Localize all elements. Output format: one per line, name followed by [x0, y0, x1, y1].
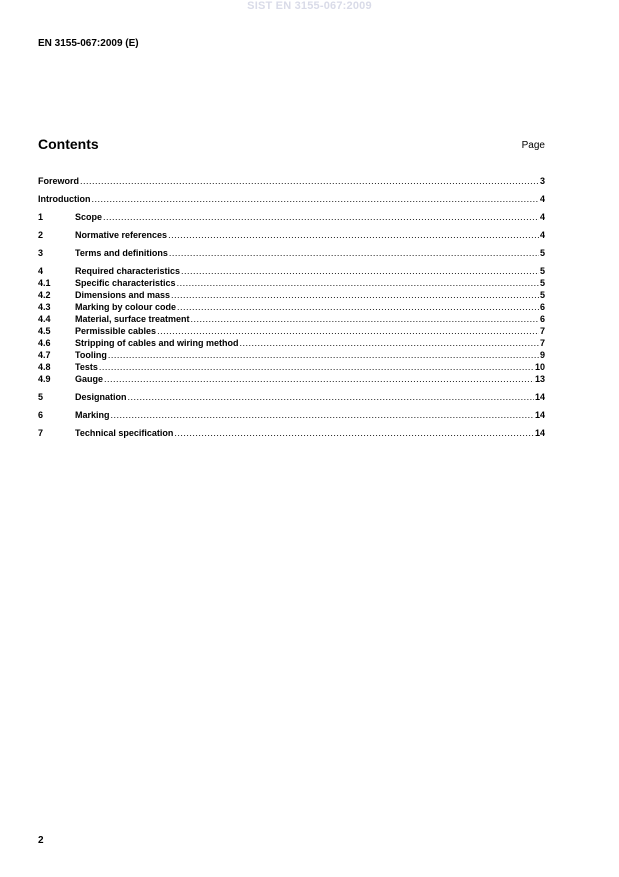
toc-entry-number: 4.6: [38, 338, 51, 348]
toc-entry-page: 6: [539, 314, 545, 324]
toc-entry-title: Designation: [75, 392, 127, 402]
toc-entry-page: 4: [539, 194, 545, 204]
toc-dot-leader: [128, 391, 534, 403]
toc-dot-leader: [157, 325, 539, 337]
toc-entry-number: 4.1: [38, 278, 51, 288]
toc-entry-number: 4.4: [38, 314, 51, 324]
toc-entry-title: Foreword: [38, 176, 80, 186]
toc-entry-title: Technical specification: [75, 428, 174, 438]
toc-entry[interactable]: [38, 373, 545, 385]
toc-dot-leader: [111, 409, 534, 421]
toc-dot-leader: [177, 301, 539, 313]
toc-entry[interactable]: [38, 409, 545, 421]
toc-dot-leader: [191, 313, 539, 325]
toc-entry-title: Specific characteristics: [75, 278, 176, 288]
toc-entry-number: 4.3: [38, 302, 51, 312]
toc-entry[interactable]: [38, 211, 545, 223]
toc-entry-number: 4.8: [38, 362, 51, 372]
toc-entry-title: Permissible cables: [75, 326, 157, 336]
toc-entry-page: 3: [539, 176, 545, 186]
toc-entry-title: Gauge: [75, 374, 104, 384]
toc-entry[interactable]: [38, 193, 545, 205]
toc-entry[interactable]: [38, 325, 545, 337]
toc-entry-page: 4: [539, 230, 545, 240]
toc-entry[interactable]: [38, 265, 545, 277]
toc-entry-page: 5: [539, 248, 545, 258]
toc-entry-title: Marking: [75, 410, 110, 420]
toc-entry[interactable]: [38, 391, 545, 403]
toc-entry-page: 13: [534, 374, 545, 384]
toc-entry-number: 4: [38, 266, 44, 276]
toc-dot-leader: [108, 349, 539, 361]
page-column-header: Page: [521, 140, 545, 151]
contents-heading: Contents: [38, 136, 99, 152]
toc-entry-page: 6: [539, 302, 545, 312]
toc-entry-page: 7: [539, 338, 545, 348]
toc-entry-title: Required characteristics: [75, 266, 181, 276]
toc-dot-leader: [181, 265, 539, 277]
toc-dot-leader: [103, 211, 539, 223]
toc-entry-number: 4.7: [38, 350, 51, 360]
toc-entry-number: 1: [38, 212, 44, 222]
toc-entry-page: 7: [539, 326, 545, 336]
toc-dot-leader: [171, 289, 539, 301]
toc-entry-number: 3: [38, 248, 44, 258]
toc-entry-page: 14: [534, 410, 545, 420]
toc-entry[interactable]: [38, 313, 545, 325]
toc-entry-title: Scope: [75, 212, 103, 222]
toc-entry-page: 14: [534, 428, 545, 438]
toc-entry-title: Tests: [75, 362, 98, 372]
toc-dot-leader: [177, 277, 539, 289]
toc-entry-title: Marking by colour code: [75, 302, 177, 312]
toc-entry-title: Material, surface treatment: [75, 314, 190, 324]
toc-entry-title: Dimensions and mass: [75, 290, 171, 300]
document-identifier: EN 3155-067:2009 (E): [38, 38, 139, 49]
toc-dot-leader: [240, 337, 539, 349]
toc-entry-number: 2: [38, 230, 44, 240]
toc-entry[interactable]: [38, 175, 545, 187]
toc-entry[interactable]: [38, 361, 545, 373]
toc-entry[interactable]: [38, 277, 545, 289]
toc-entry-title: Stripping of cables and wiring method: [75, 338, 239, 348]
toc-dot-leader: [104, 373, 534, 385]
toc-entry[interactable]: [38, 289, 545, 301]
toc-dot-leader: [92, 193, 539, 205]
toc-entry-number: 7: [38, 428, 44, 438]
toc-entry-page: 5: [539, 290, 545, 300]
toc-entry-number: 4.9: [38, 374, 51, 384]
toc-entry-number: 4.5: [38, 326, 51, 336]
toc-dot-leader: [169, 247, 539, 259]
toc-dot-leader: [80, 175, 539, 187]
page-number: 2: [38, 835, 44, 846]
toc-entry-title: Normative references: [75, 230, 168, 240]
toc-entry-page: 5: [539, 266, 545, 276]
toc-entry-title: Terms and definitions: [75, 248, 168, 258]
toc-entry-number: 5: [38, 392, 44, 402]
toc-entry-title: Tooling: [75, 350, 107, 360]
toc-entry[interactable]: [38, 427, 545, 439]
watermark: SIST EN 3155-067:2009: [247, 0, 372, 12]
toc-dot-leader: [168, 229, 539, 241]
toc-entry-page: 4: [539, 212, 545, 222]
toc-entry[interactable]: [38, 337, 545, 349]
toc-dot-leader: [99, 361, 534, 373]
table-of-contents: [38, 175, 545, 439]
toc-entry-number: 4.2: [38, 290, 51, 300]
toc-entry[interactable]: [38, 229, 545, 241]
toc-entry-page: 9: [539, 350, 545, 360]
toc-entry-page: 5: [539, 278, 545, 288]
toc-entry[interactable]: [38, 349, 545, 361]
toc-entry-title: Introduction: [38, 194, 91, 204]
toc-entry-page: 14: [534, 392, 545, 402]
toc-entry-number: 6: [38, 410, 44, 420]
toc-entry[interactable]: [38, 247, 545, 259]
toc-entry[interactable]: [38, 301, 545, 313]
toc-entry-page: 10: [534, 362, 545, 372]
toc-dot-leader: [174, 427, 534, 439]
